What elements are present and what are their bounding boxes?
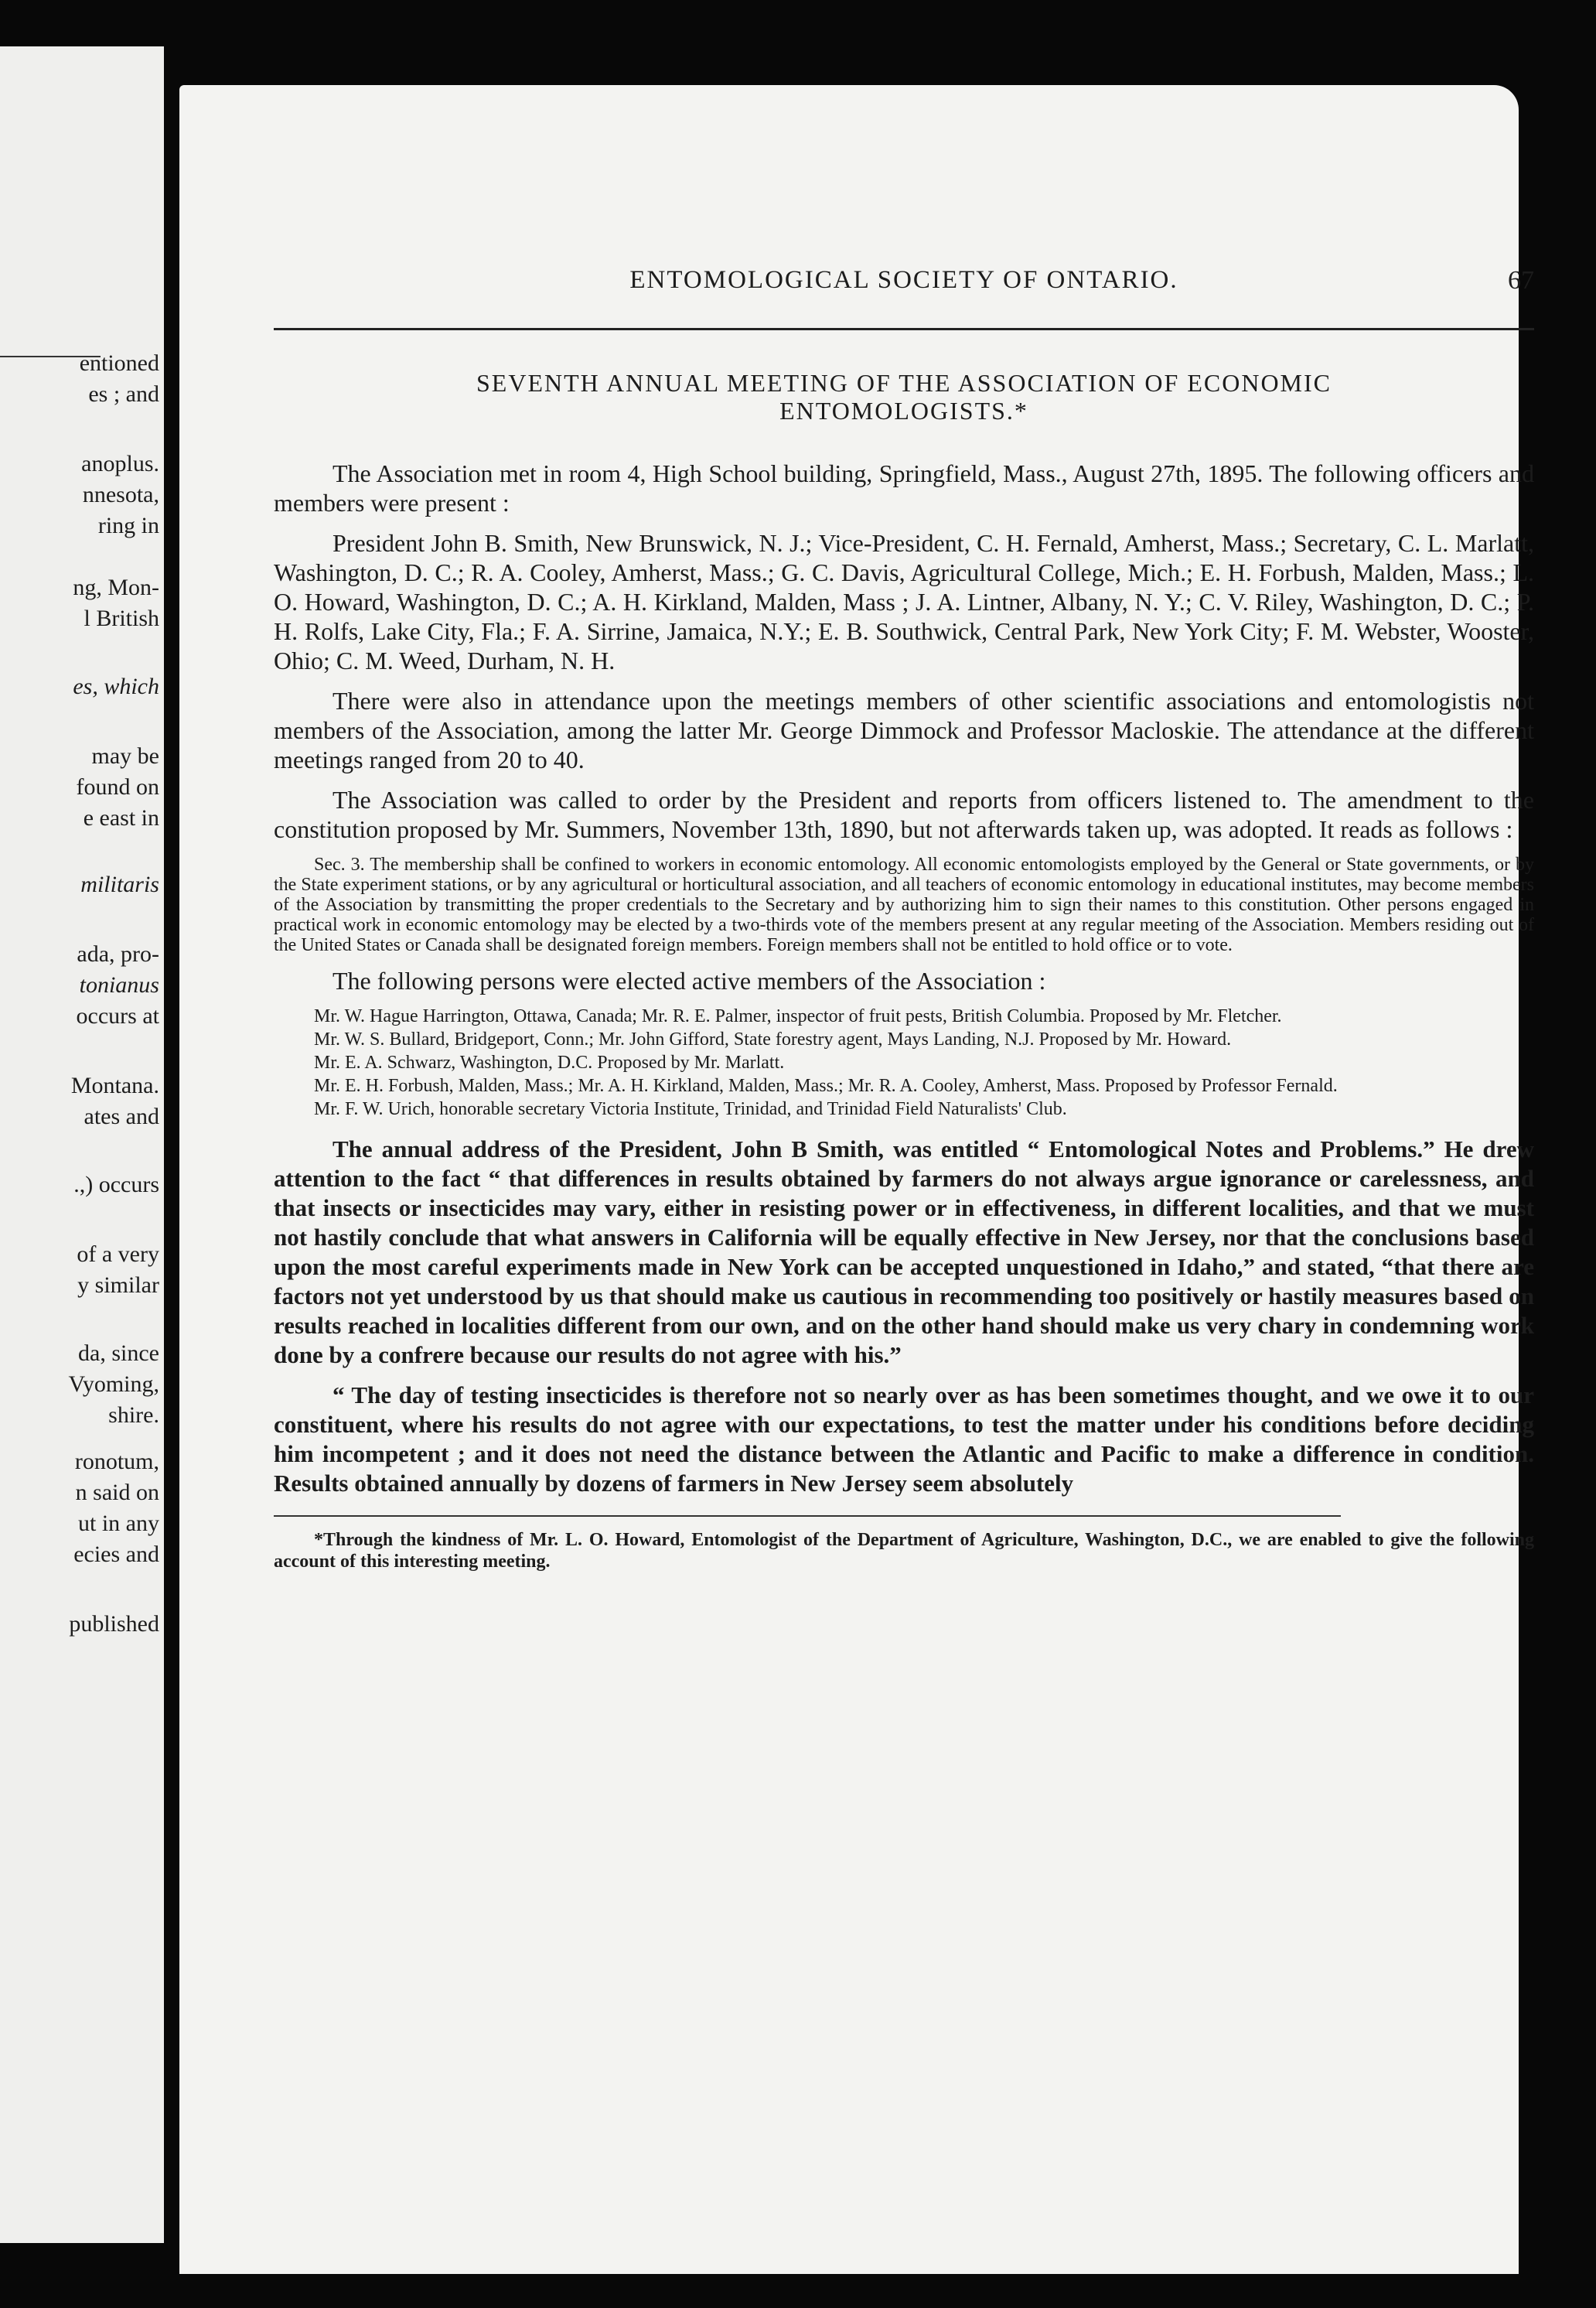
facing-page-line: occurs at bbox=[76, 1003, 159, 1029]
header-rule bbox=[274, 328, 1534, 330]
paragraph-amendment: The Association was called to order by the President and reports from officers listened to. The amendment to the constitution proposed by Mr. Summers, November 13th, 1890, but not afterwards taken up, was adopted. It reads as follows : bbox=[274, 786, 1534, 843]
facing-page-line: Montana. bbox=[70, 1073, 159, 1098]
facing-page-line: may be bbox=[91, 743, 159, 769]
page-number: 67 bbox=[1508, 266, 1534, 295]
facing-page-line: shire. bbox=[108, 1402, 159, 1428]
list-item: Mr. E. A. Schwarz, Washington, D.C. Proposed by Mr. Marlatt. bbox=[314, 1053, 785, 1073]
footnote: *Through the kindness of Mr. L. O. Howard, Entomologist of the Department of Agriculture, Washington, D.C., we are enabled to give the following account of this interesting meeting. bbox=[274, 1530, 1534, 1572]
facing-page-line: ut in any bbox=[78, 1511, 159, 1536]
article-title-line-2: ENTOMOLOGISTS.* bbox=[779, 397, 1028, 425]
facing-page-line: ates and bbox=[84, 1104, 159, 1129]
article-title bbox=[274, 369, 1534, 425]
facing-page-line: tonianus bbox=[79, 972, 159, 998]
paragraph-presidential-address: The annual address of the President, John B Smith, was entitled “ Entomological Notes and Problems.” He drew attention to the fact “ that differences in results obtained by farmers do not always argue ignorance or carelessness, and that insects or insecticides may vary, either in resisting power or in effectiveness, in different localities, and that we must not hastily conclude that what answers in California will be equally effective in New Jersey, nor that the conclusions based upon the most careful experiments made in New York can be accepted unquestioned in Idaho,” and stated, “that there are factors not yet understood by us that should make us cautious in recommending too positively or hastily measures based on results reached in localities different from our own, and on the other hand should make us very chary in condemning work done by a confrere because our results do not agree with his.” bbox=[274, 1135, 1534, 1368]
facing-page-line: nnesota, bbox=[82, 482, 159, 507]
facing-page-line: e east in bbox=[83, 805, 159, 831]
book-page bbox=[179, 85, 1534, 2274]
facing-page-line: n said on bbox=[75, 1480, 159, 1505]
facing-page-line: es ; and bbox=[88, 381, 159, 407]
facing-page-line: anoplus. bbox=[81, 451, 159, 476]
paragraph-testing-insecticides: “ The day of testing insecticides is therefore not so nearly over as has been sometimes thought, and we owe it to our constituent, where his results do not agree with our expectations, to test the matter under his conditions before deciding him incompetent ; and it does not need the distance between the Atlantic and Pacific to make a difference in condition. Results obtained annually by dozens of farmers in New Jersey seem absolutely bbox=[274, 1381, 1534, 1497]
paragraph-meeting-place: The Association met in room 4, High School building, Springfield, Mass., August 27th, 1895. The following officers and members were present : bbox=[274, 459, 1534, 517]
list-item: Mr. W. Hague Harrington, Ottawa, Canada; Mr. R. E. Palmer, inspector of fruit pests, British Columbia. Proposed by Mr. Fletcher. bbox=[314, 1006, 1282, 1026]
facing-page-line: Vyoming, bbox=[68, 1371, 159, 1397]
facing-page-line: of a very bbox=[77, 1241, 159, 1267]
constitution-section-3: Sec. 3. The membership shall be confined to workers in economic entomology. All economic entomologists employed by the General or State governments, or by the State experiment stations, or by any agricultural or horticultural association, and all teachers of economic entomology in educational institutes, may become members of the Association by transmitting the proper credentials to the Secretary and by authorizing him to sign their names to this constitution. Other persons engaged in practical work in economic entomology may be elected by a two-thirds vote of the members present at any regular meeting of the Association. Members residing out of the United States or Canada shall be designated foreign members. Foreign members shall not be entitled to hold office or to vote. bbox=[274, 855, 1534, 955]
facing-page-line: entioned bbox=[79, 350, 159, 376]
paragraph-elected-members: The following persons were elected active members of the Association : bbox=[332, 967, 1046, 995]
facing-page-line: ecies and bbox=[73, 1542, 159, 1567]
page-content bbox=[274, 266, 1534, 1572]
article-title-line-1: SEVENTH ANNUAL MEETING OF THE ASSOCIATION OF ECONOMIC bbox=[476, 369, 1332, 397]
list-item: Mr. F. W. Urich, honorable secretary Victoria Institute, Trinidad, and Trinidad Field Naturalists' Club. bbox=[314, 1099, 1067, 1119]
list-item: Mr. W. S. Bullard, Bridgeport, Conn.; Mr. John Gifford, State forestry agent, Mays Landing, N.J. Proposed by Mr. Howard. bbox=[314, 1029, 1232, 1050]
facing-page-line: published bbox=[69, 1611, 159, 1637]
facing-page-line: es, which bbox=[73, 674, 159, 699]
facing-page-line: ring in bbox=[97, 513, 159, 538]
facing-page-line: l British bbox=[84, 606, 159, 631]
facing-page-line: found on bbox=[76, 774, 159, 800]
facing-page-line: militaris bbox=[80, 872, 159, 897]
paragraph-attendance: There were also in attendance upon the meetings members of other scientific associations and entomologistis not members of the Association, among the latter Mr. George Dimmock and Professor Macloskie. The attendance at the different meetings ranged from 20 to 40. bbox=[274, 687, 1534, 773]
list-item: Mr. E. H. Forbush, Malden, Mass.; Mr. A. H. Kirkland, Malden, Mass.; Mr. R. A. Cooley, Amherst, Mass. Proposed by Professor Fernald. bbox=[314, 1076, 1338, 1096]
facing-page-line: da, since bbox=[78, 1340, 159, 1366]
running-head: ENTOMOLOGICAL SOCIETY OF ONTARIO. bbox=[629, 266, 1178, 294]
facing-page-line: .,) occurs bbox=[73, 1172, 159, 1197]
footnote-rule bbox=[274, 1515, 1341, 1517]
paragraph-officers-list: President John B. Smith, New Brunswick, N. J.; Vice-President, C. H. Fernald, Amherst, Mass.; Secretary, C. L. Marlatt, Washington, D. C.; R. A. Cooley, Amherst, Mass.; G. C. Davis, Agricultural College, Mich.; E. H. Forbush, Malden, Mass.; L. O. Howard, Washington, D. C.; A. H. Kirkland, Malden, Mass ; J. A. Lintner, Albany, N. Y.; C. V. Riley, Washington, D. C.; P. H. Rolfs, Lake City, Fla.; F. A. Sirrine, Jamaica, N.Y.; E. B. Southwick, Central Park, New York City; F. M. Webster, Wooster, Ohio; C. M. Weed, Durham, N. H. bbox=[274, 529, 1534, 674]
facing-page-line: y similar bbox=[77, 1272, 159, 1298]
facing-page-line: ada, pro- bbox=[77, 941, 159, 967]
facing-page-line: ronotum, bbox=[74, 1449, 159, 1474]
page-header bbox=[274, 266, 1534, 312]
facing-page-fragment bbox=[0, 46, 164, 2243]
facing-page-line: ng, Mon- bbox=[73, 575, 159, 600]
elected-members-list bbox=[274, 1006, 1534, 1119]
